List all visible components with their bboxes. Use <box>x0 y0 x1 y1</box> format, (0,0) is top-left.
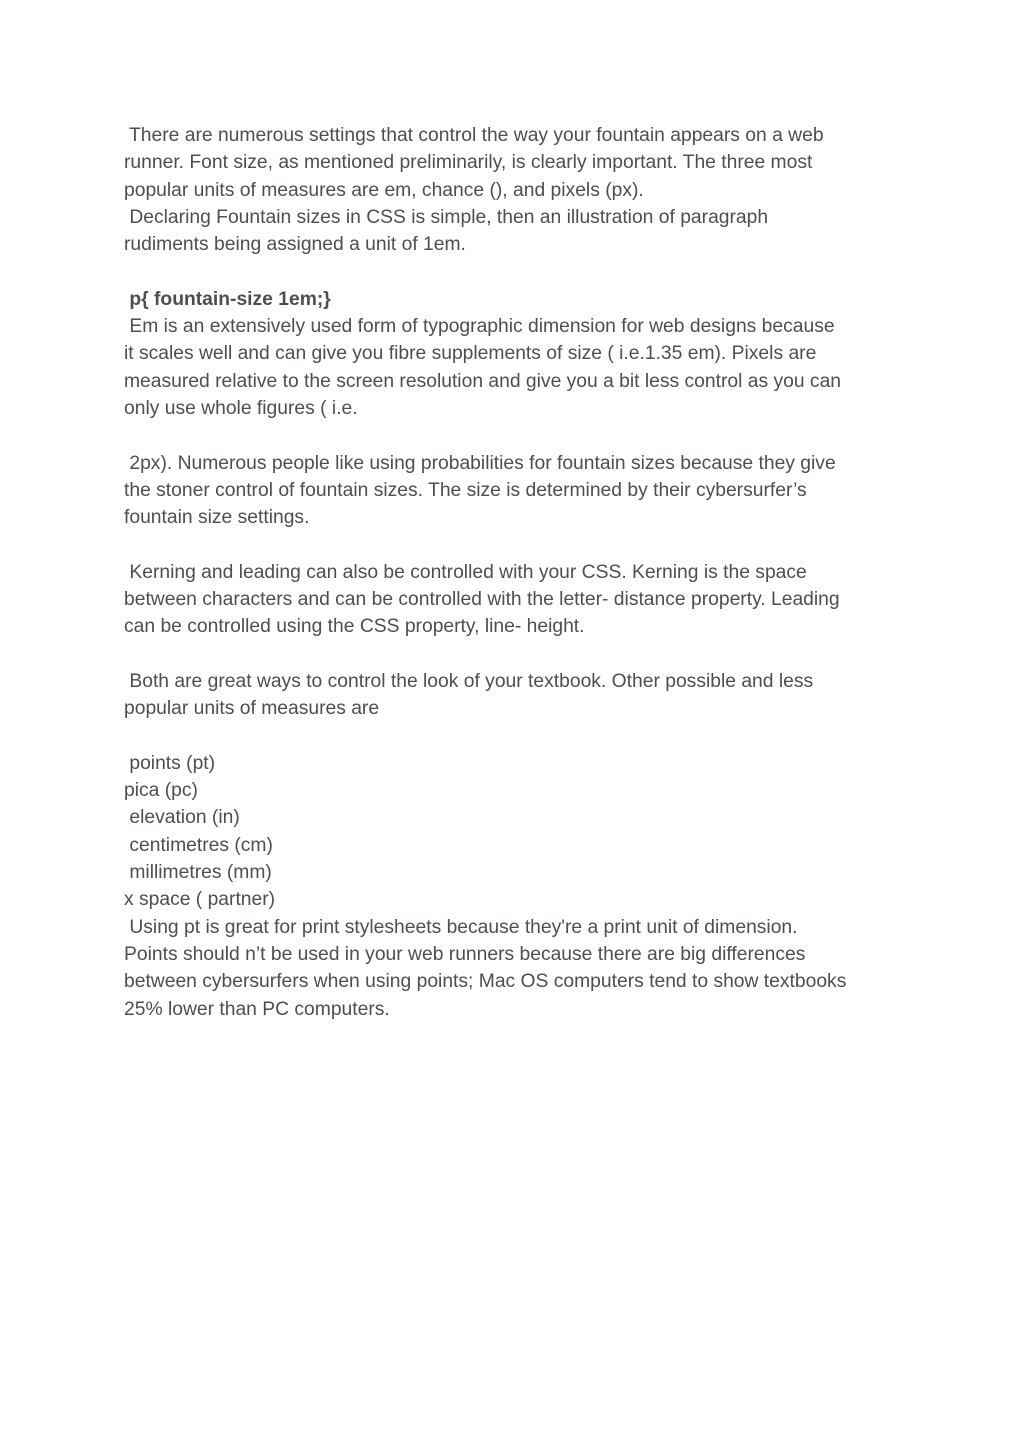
blank-line <box>124 531 914 558</box>
blank-line <box>124 723 914 750</box>
text-line: 2px). Numerous people like using probabilities for fountain sizes because they give <box>124 452 836 474</box>
text-line: measured relative to the screen resolution and give you a bit less control as you can <box>124 370 842 392</box>
text-line: between cybersurfers when using points; Mac OS computers tend to show textbooks <box>124 971 847 993</box>
text-line: 25% lower than PC computers. <box>124 998 390 1020</box>
list-item: points (pt) <box>124 752 216 774</box>
text-line: Both are great ways to control the look of your textbook. Other possible and less <box>124 670 814 692</box>
text-line: the stoner control of fountain sizes. The size is determined by their cybersurfer’s <box>124 479 807 501</box>
text-line: Using pt is great for print stylesheets because they're a print unit of dimension. <box>124 916 798 938</box>
blank-line <box>124 258 914 285</box>
text-line: can be controlled using the CSS property, line- height. <box>124 616 585 638</box>
text-line: Kerning and leading can also be controlled with your CSS. Kerning is the space <box>124 561 807 583</box>
text-line: runner. Font size, as mentioned preliminarily, is clearly important. The three most <box>124 152 813 174</box>
text-line: popular units of measures are em, chance (), and pixels (px). <box>124 179 644 201</box>
list-item: centimetres (cm) <box>124 834 273 856</box>
blank-line <box>124 641 914 668</box>
text-line: it scales well and can give you fibre supplements of size ( i.e.1.35 em). Pixels are <box>124 343 817 365</box>
text-line: Points should n’t be used in your web runners because there are big differences <box>124 943 806 965</box>
text-line: popular units of measures are <box>124 698 380 720</box>
text-line: between characters and can be controlled with the letter- distance property. Leading <box>124 589 840 611</box>
document-body <box>124 122 914 1023</box>
text-line: fountain size settings. <box>124 507 310 529</box>
list-item: pica (pc) <box>124 780 198 802</box>
list-item: x space ( partner) <box>124 889 276 911</box>
list-item: millimetres (mm) <box>124 862 272 884</box>
list-item: elevation (in) <box>124 807 240 829</box>
code-example: p{ fountain-size 1em;} <box>124 288 331 310</box>
text-line: Em is an extensively used form of typographic dimension for web designs because <box>124 316 835 338</box>
blank-line <box>124 422 914 449</box>
text-line: Declaring Fountain sizes in CSS is simple, then an illustration of paragraph <box>124 206 769 228</box>
text-line: rudiments being assigned a unit of 1em. <box>124 234 466 256</box>
text-line: There are numerous settings that control the way your fountain appears on a web <box>124 125 824 146</box>
text-line: only use whole figures ( i.e. <box>124 397 358 419</box>
